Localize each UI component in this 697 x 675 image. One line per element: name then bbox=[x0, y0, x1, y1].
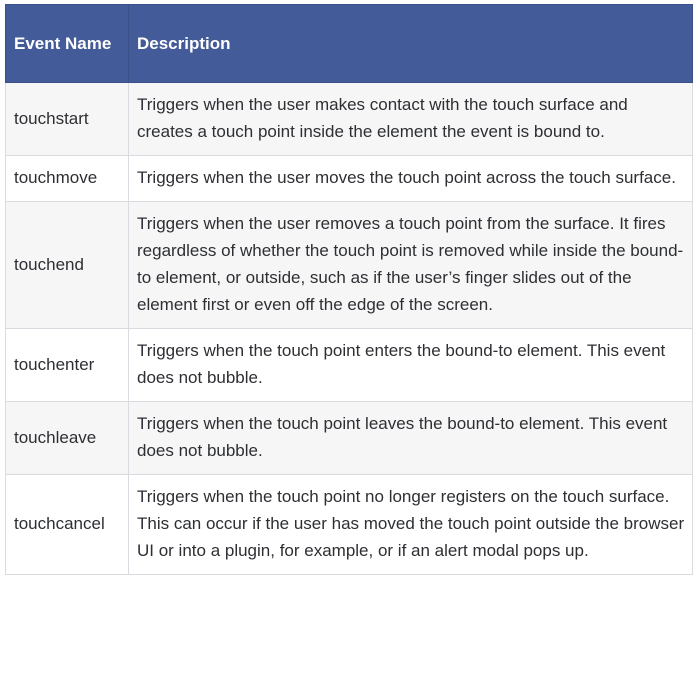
header-description: Description bbox=[129, 5, 693, 83]
description-cell: Triggers when the touch point leaves the bound-to element. This event does not bubble. bbox=[129, 402, 693, 475]
description-cell: Triggers when the user moves the touch point across the touch surface. bbox=[129, 156, 693, 202]
event-name-cell: touchleave bbox=[6, 402, 129, 475]
event-name-cell: touchend bbox=[6, 202, 129, 329]
description-cell: Triggers when the touch point no longer registers on the touch surface. This can occur if the user has moved the touch point outside the browser UI or into a plugin, for example, or if an alert modal pops up. bbox=[129, 475, 693, 575]
description-cell: Triggers when the user makes contact with the touch surface and creates a touch point inside the element the event is bound to. bbox=[129, 83, 693, 156]
table-row bbox=[6, 402, 693, 475]
description-cell: Triggers when the user removes a touch point from the surface. It fires regardless of whether the touch point is removed while inside the bound-to element, or outside, such as if the user’s finger slides out of the element first or even off the edge of the screen. bbox=[129, 202, 693, 329]
event-name-cell: touchstart bbox=[6, 83, 129, 156]
table-row bbox=[6, 475, 693, 575]
description-cell: Triggers when the touch point enters the bound-to element. This event does not bubble. bbox=[129, 329, 693, 402]
event-name-cell: touchcancel bbox=[6, 475, 129, 575]
touch-events-table bbox=[5, 4, 693, 575]
header-event-name: Event Name bbox=[6, 5, 129, 83]
table-header-row bbox=[6, 5, 693, 83]
table-row bbox=[6, 156, 693, 202]
table-row bbox=[6, 329, 693, 402]
touch-events-table-container bbox=[5, 4, 692, 575]
table-row bbox=[6, 83, 693, 156]
table-row bbox=[6, 202, 693, 329]
event-name-cell: touchmove bbox=[6, 156, 129, 202]
event-name-cell: touchenter bbox=[6, 329, 129, 402]
